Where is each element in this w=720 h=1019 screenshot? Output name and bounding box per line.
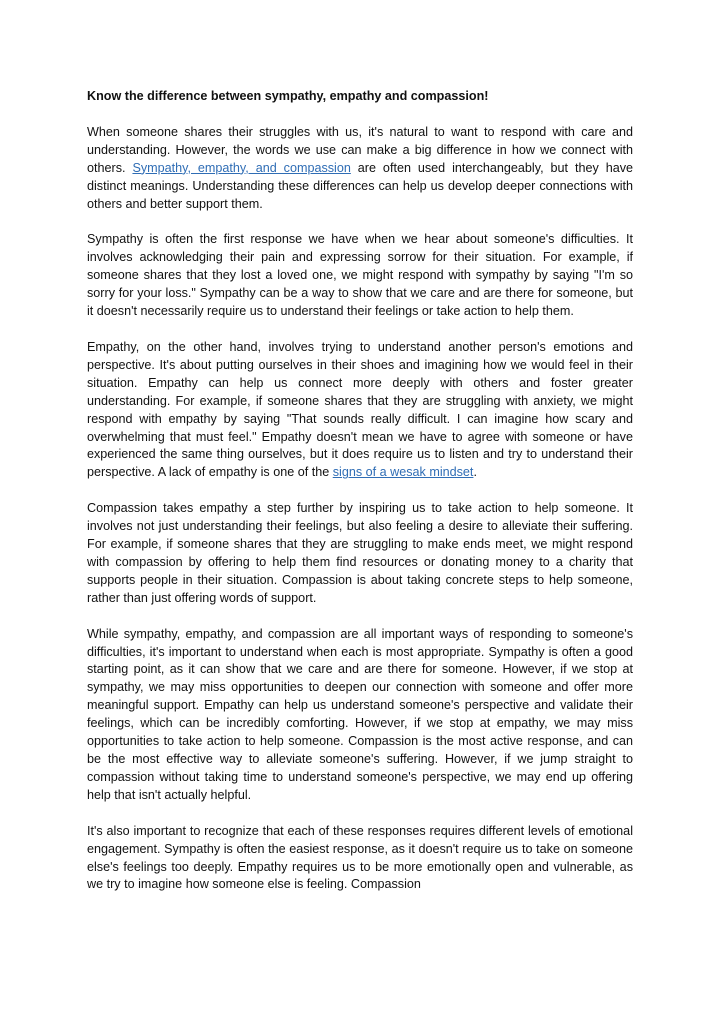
document-body — [87, 88, 633, 912]
paragraph-text: are often used interchangeably, but they have distinct meanings. Understanding these differences can help us develop deeper connections with others and better support them. — [87, 160, 634, 211]
paragraph-intro — [87, 124, 633, 214]
paragraph-text: When someone shares their struggles with us, it's natural to want to respond with care and understanding. However, the words we use can make a big difference in how we connect with others. — [87, 124, 633, 175]
paragraph-comparison: While sympathy, empathy, and compassion are all important ways of responding to someone's difficulties, it's important to understand when each is most appropriate. Sympathy is often a good starting point, as it can show that we care and are there for someone. However, if we stop at sympathy, we may miss opportunities to deepen our connection with someone and offer more meaningful support. Empathy can help us understand someone's perspective and validate their feelings, which can be incredibly comforting. However, if we stop at empathy, we may miss opportunities to take action to help someone. Compassion is the most active response, and can be the most effective way to alleviate someone's suffering. However, if we jump straight to compassion without taking time to understand someone's perspective, we may end up offering help that isn't actually helpful. — [87, 626, 633, 802]
paragraph-emotional-engagement: It's also important to recognize that each of these responses requires different levels of emotional engagement. Sympathy is often the easiest response, as it doesn't require us to take on someone else's feelings too deeply. Empathy requires us to be more emotionally open and vulnerable, as we try to imagine how someone else is feeling. Compassion — [87, 823, 633, 892]
paragraph-sympathy: Sympathy is often the first response we have when we hear about someone's difficulties. It involves acknowledging their pain and expressing sorrow for their situation. For example, if someone shares that they lost a loved one, we might respond with sympathy by saying "I'm so sorry for your loss." Sympathy can be a way to show that we care and are there for someone, but it doesn't necessarily require us to understand their feelings or take action to help them. — [87, 232, 633, 319]
paragraph-compassion: Compassion takes empathy a step further by inspiring us to take action to help someone. It involves not just understanding their feelings, but also feeling a desire to alleviate their suffering. For example, if someone shares that they are struggling to make ends meet, we might respond with compassion by offering to help them find resources or donating money to a charity that supports people in their situation. Compassion is about taking concrete steps to help someone, rather than just offering words of support. — [87, 501, 633, 605]
document-title: Know the difference between sympathy, empathy and compassion! — [87, 89, 489, 103]
paragraph-text: Empathy, on the other hand, involves trying to understand another person's emotions and perspective. It's about putting ourselves in their shoes and imagining how we would feel in their situation. Empathy can help us connect more deeply with others and foster greater understanding. For example, if someone shares that they are struggling with anxiety, we might respond with empathy by saying "That sounds really difficult. I can imagine how scary and overwhelming that must feel." Empathy doesn't mean we have to agree with someone or have experienced the same thing ourselves, but it does require us to listen and try to understand their perspective. A lack of empathy is one of the — [87, 339, 633, 480]
link-sympathy-empathy-compassion[interactable]: Sympathy, empathy, and compassion — [132, 160, 351, 175]
link-signs-of-wesak-mindset[interactable]: signs of a wesak mindset — [332, 465, 474, 480]
paragraph-text: . — [473, 465, 477, 480]
paragraph-empathy — [87, 339, 633, 482]
